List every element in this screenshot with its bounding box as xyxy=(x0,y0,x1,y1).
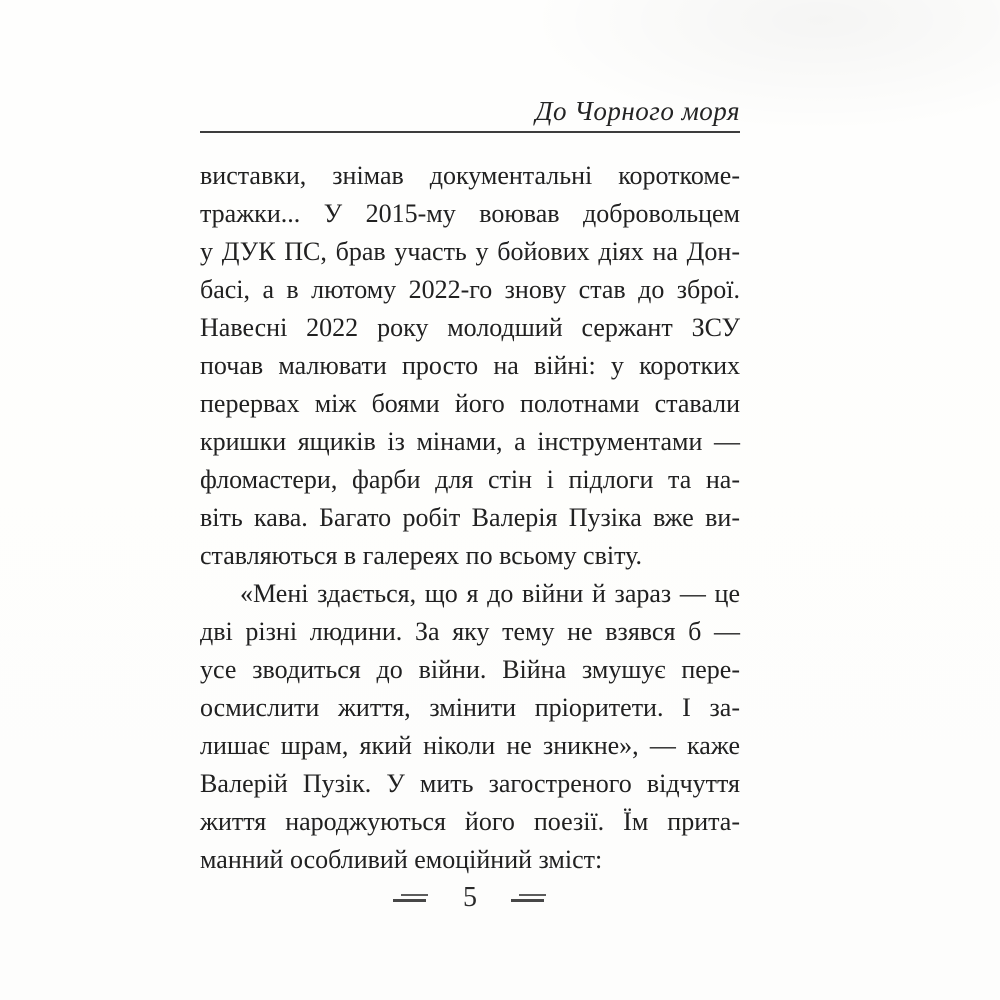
text-line: виставки, знімав документальні короткоме- xyxy=(200,161,740,190)
footer-ornament-left xyxy=(393,893,429,903)
text-line: ставляються в галереях по всьому світу. xyxy=(200,541,642,570)
ornament-line-bottom xyxy=(511,899,544,902)
ornament-line-top xyxy=(401,894,428,896)
page-header xyxy=(200,96,740,133)
page-footer xyxy=(200,884,740,912)
text-line: усе зводиться до війни. Війна змушує пере- xyxy=(200,655,740,684)
text-line: перервах між боями його полотнами ставали xyxy=(200,389,740,418)
page-number: 5 xyxy=(463,882,477,913)
running-title: До Чорного моря xyxy=(535,96,740,126)
footer-ornament-right xyxy=(511,893,547,903)
text-line: «Мені здається, що я до війни й зараз — це xyxy=(240,579,740,608)
text-line: тражки... У 2015-му воював добровольцем xyxy=(200,199,740,228)
header-rule xyxy=(200,131,740,133)
ornament-line-top xyxy=(519,894,546,896)
text-line: кришки ящиків із мінами, а інструментами — xyxy=(200,427,740,456)
text-line: фломастери, фарби для стін і підлоги та на- xyxy=(200,465,740,494)
text-line: життя народжуються його поезії. Їм прита- xyxy=(200,807,740,836)
body-text xyxy=(200,157,740,879)
text-line: Навесні 2022 року молодший сержант ЗСУ xyxy=(200,313,740,342)
text-line: басі, а в лютому 2022-го знову став до зброї. xyxy=(200,275,740,304)
text-line: осмислити життя, змінити пріоритети. І за- xyxy=(200,693,740,722)
text-line: віть кава. Багато робіт Валерія Пузіка вже ви- xyxy=(200,503,740,532)
text-line: дві різні людини. За яку тему не взявся б — xyxy=(200,617,740,646)
text-line: Валерій Пузік. У мить загостреного відчуття xyxy=(200,769,740,798)
text-line: манний особливий емоційний зміст: xyxy=(200,845,603,874)
text-line: почав малювати просто на війні: у коротких xyxy=(200,351,740,380)
text-line: у ДУК ПС, брав участь у бойових діях на Дон- xyxy=(200,237,740,266)
text-line: лишає шрам, який ніколи не зникне», — каже xyxy=(200,731,740,760)
ornament-line-bottom xyxy=(393,899,426,902)
